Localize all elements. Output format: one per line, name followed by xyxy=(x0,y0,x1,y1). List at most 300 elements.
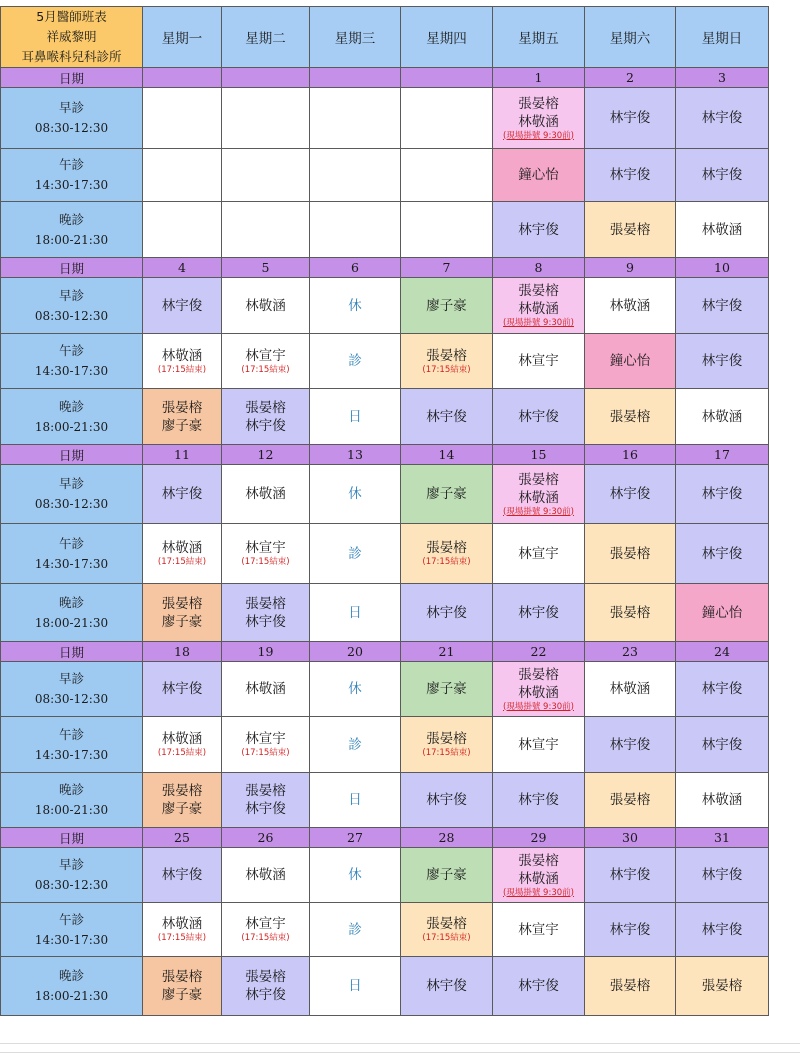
grid-line xyxy=(0,1052,800,1053)
shift-time: 18:00-21:30 xyxy=(34,615,109,630)
shift-row xyxy=(1,957,769,1016)
doctor-name: 林宇俊 xyxy=(701,167,743,183)
shift-label[interactable] xyxy=(1,278,143,334)
closed-label: 休 xyxy=(348,681,362,697)
schedule-note: (現場掛號 9:30前) xyxy=(503,506,574,517)
schedule-cell[interactable] xyxy=(401,848,493,903)
doctor-name: 林宣宇 xyxy=(518,921,559,938)
schedule-cell[interactable] xyxy=(493,389,585,445)
schedule-cell[interactable] xyxy=(401,717,493,773)
doctor-name: 林宇俊 xyxy=(426,978,467,994)
schedule-cell[interactable] xyxy=(493,88,585,149)
date-cell[interactable]: 16 xyxy=(585,445,676,465)
schedule-cell[interactable] xyxy=(676,88,769,149)
schedule-cell[interactable] xyxy=(143,584,222,642)
schedule-cell[interactable] xyxy=(310,717,401,773)
shift-row xyxy=(1,848,769,903)
schedule-cell[interactable] xyxy=(310,465,401,524)
closed-label: 診 xyxy=(348,353,362,369)
doctor-name: 廖子豪 xyxy=(426,867,467,883)
schedule-cell[interactable] xyxy=(222,524,310,584)
schedule-cell[interactable] xyxy=(676,334,769,389)
date-cell[interactable]: 12 xyxy=(222,445,310,465)
weekday-header[interactable]: 星期一 xyxy=(143,7,222,68)
schedule-cell[interactable] xyxy=(585,278,676,334)
weekday-header[interactable]: 星期四 xyxy=(401,7,493,68)
doctor-name: 林敬涵 xyxy=(161,540,203,556)
shift-row xyxy=(1,389,769,445)
date-cell[interactable]: 27 xyxy=(310,828,401,848)
title-line: 祥威黎明 xyxy=(46,29,97,44)
schedule-cell[interactable] xyxy=(310,149,401,202)
date-cell[interactable]: 9 xyxy=(585,258,676,278)
date-cell[interactable]: 4 xyxy=(143,258,222,278)
closed-label: 診 xyxy=(348,921,362,938)
closed-label: 休 xyxy=(348,867,362,883)
schedule-cell[interactable] xyxy=(401,389,493,445)
doctor-name: 鐘心怡 xyxy=(701,604,743,621)
date-row xyxy=(1,258,769,278)
doctor-name: 張晏榕 xyxy=(518,95,559,112)
shift-row xyxy=(1,584,769,642)
schedule-cell[interactable] xyxy=(676,848,769,903)
doctor-name: 廖子豪 xyxy=(426,486,467,502)
doctor-name: 林宇俊 xyxy=(518,978,559,994)
shift-label[interactable] xyxy=(1,662,143,717)
doctor-name: 張晏榕 xyxy=(161,595,203,612)
schedule-cell[interactable] xyxy=(585,584,676,642)
date-cell[interactable] xyxy=(222,68,310,88)
schedule-cell[interactable] xyxy=(493,903,585,957)
doctor-name: 林宇俊 xyxy=(426,408,467,425)
schedule-cell[interactable] xyxy=(222,957,310,1016)
schedule-cell[interactable] xyxy=(143,389,222,445)
date-cell[interactable] xyxy=(143,68,222,88)
schedule-cell[interactable] xyxy=(401,903,493,957)
schedule-note: (17:15結束) xyxy=(157,748,207,758)
doctor-name: 林宇俊 xyxy=(245,801,286,817)
schedule-cell[interactable] xyxy=(585,88,676,149)
shift-name: 晚診 xyxy=(58,211,84,227)
doctor-name: 林宇俊 xyxy=(245,417,286,434)
schedule-note: (現場掛號 9:30前) xyxy=(503,701,574,712)
date-cell[interactable]: 11 xyxy=(143,445,222,465)
schedule-cell[interactable] xyxy=(585,848,676,903)
date-cell[interactable]: 5 xyxy=(222,258,310,278)
date-cell[interactable]: 30 xyxy=(585,828,676,848)
shift-time: 14:30-17:30 xyxy=(34,932,109,947)
doctor-name: 林宣宇 xyxy=(245,731,286,747)
schedule-cell[interactable] xyxy=(401,149,493,202)
doctor-name: 鐘心怡 xyxy=(518,167,559,183)
schedule-cell[interactable] xyxy=(401,773,493,828)
date-cell[interactable]: 3 xyxy=(676,68,769,88)
doctor-name: 林宇俊 xyxy=(161,681,203,697)
date-cell[interactable]: 29 xyxy=(493,828,585,848)
schedule-cell[interactable] xyxy=(143,957,222,1016)
schedule-cell[interactable] xyxy=(143,903,222,957)
date-cell[interactable]: 17 xyxy=(676,445,769,465)
schedule-cell[interactable] xyxy=(310,202,401,258)
schedule-note: (現場掛號 9:30前) xyxy=(503,887,574,898)
shift-row xyxy=(1,278,769,334)
closed-label: 日 xyxy=(348,604,362,621)
date-cell[interactable]: 2 xyxy=(585,68,676,88)
doctor-name: 張晏榕 xyxy=(518,283,559,299)
schedule-cell[interactable] xyxy=(310,524,401,584)
schedule-cell[interactable] xyxy=(143,524,222,584)
doctor-name: 廖子豪 xyxy=(161,613,203,630)
schedule-title[interactable] xyxy=(1,7,143,68)
date-label[interactable]: 日期 xyxy=(1,258,143,278)
weekday-header[interactable]: 星期五 xyxy=(493,7,585,68)
weekday-header[interactable]: 星期日 xyxy=(676,7,769,68)
shift-label[interactable] xyxy=(1,389,143,445)
date-row xyxy=(1,828,769,848)
schedule-cell[interactable] xyxy=(585,717,676,773)
doctor-name: 林敬涵 xyxy=(161,731,203,747)
doctor-name: 林宇俊 xyxy=(701,297,743,314)
date-cell[interactable]: 10 xyxy=(676,258,769,278)
doctor-name: 林宇俊 xyxy=(245,613,286,630)
shift-time: 14:30-17:30 xyxy=(34,178,109,192)
schedule-cell[interactable] xyxy=(585,662,676,717)
schedule-note: (17:15結束) xyxy=(422,748,471,758)
doctor-name: 林宇俊 xyxy=(518,604,559,621)
shift-row xyxy=(1,773,769,828)
shift-label[interactable] xyxy=(1,202,143,258)
schedule-cell[interactable] xyxy=(401,202,493,258)
schedule-cell[interactable] xyxy=(143,848,222,903)
doctor-name: 林敬涵 xyxy=(245,297,286,314)
shift-name: 晚診 xyxy=(58,398,84,414)
schedule-cell[interactable] xyxy=(493,202,585,258)
schedule-cell[interactable] xyxy=(222,389,310,445)
schedule-cell[interactable] xyxy=(222,662,310,717)
doctor-name: 張晏榕 xyxy=(161,969,203,985)
schedule-cell[interactable] xyxy=(222,717,310,773)
date-cell[interactable]: 13 xyxy=(310,445,401,465)
date-row xyxy=(1,642,769,662)
doctor-name: 張晏榕 xyxy=(426,540,467,556)
schedule-cell[interactable] xyxy=(585,957,676,1016)
shift-name: 午診 xyxy=(58,726,84,742)
doctor-name: 張晏榕 xyxy=(161,783,203,799)
schedule-cell[interactable] xyxy=(493,717,585,773)
schedule-cell[interactable] xyxy=(222,848,310,903)
schedule-cell[interactable] xyxy=(310,334,401,389)
schedule-cell[interactable] xyxy=(676,773,769,828)
doctor-name: 林敬涵 xyxy=(245,867,286,883)
doctor-name: 林宇俊 xyxy=(701,110,743,126)
shift-label[interactable] xyxy=(1,957,143,1016)
weekday-header[interactable]: 星期二 xyxy=(222,7,310,68)
shift-name: 午診 xyxy=(58,157,84,172)
schedule-cell[interactable] xyxy=(143,662,222,717)
date-label[interactable]: 日期 xyxy=(1,68,143,88)
date-cell[interactable]: 8 xyxy=(493,258,585,278)
schedule-note: (17:15結束) xyxy=(241,748,290,758)
schedule-cell[interactable] xyxy=(143,334,222,389)
doctor-name: 張晏榕 xyxy=(426,916,467,932)
date-cell[interactable]: 26 xyxy=(222,828,310,848)
doctor-name: 張晏榕 xyxy=(518,471,559,488)
schedule-cell[interactable] xyxy=(310,584,401,642)
date-cell[interactable] xyxy=(401,68,493,88)
schedule-cell[interactable] xyxy=(585,202,676,258)
doctor-name: 林宇俊 xyxy=(161,486,203,502)
schedule-cell[interactable] xyxy=(401,584,493,642)
schedule-cell[interactable] xyxy=(401,465,493,524)
schedule-cell[interactable] xyxy=(493,662,585,717)
schedule-cell[interactable] xyxy=(585,773,676,828)
schedule-cell[interactable] xyxy=(401,278,493,334)
schedule-cell[interactable] xyxy=(585,465,676,524)
shift-time: 08:30-12:30 xyxy=(34,692,109,706)
shift-name: 午診 xyxy=(58,535,84,551)
schedule-cell[interactable] xyxy=(493,773,585,828)
doctor-name: 林宣宇 xyxy=(245,540,286,556)
schedule-cell[interactable] xyxy=(585,389,676,445)
schedule-cell[interactable] xyxy=(493,957,585,1016)
date-cell[interactable]: 7 xyxy=(401,258,493,278)
doctor-name: 林宇俊 xyxy=(161,297,203,314)
doctor-name: 廖子豪 xyxy=(161,987,203,1003)
title-line: 5月醫師班表 xyxy=(36,9,107,24)
schedule-cell[interactable] xyxy=(222,278,310,334)
shift-time: 18:00-21:30 xyxy=(34,232,109,247)
schedule-cell[interactable] xyxy=(310,278,401,334)
schedule-cell[interactable] xyxy=(585,903,676,957)
title-line: 耳鼻喉科兒科診所 xyxy=(21,49,122,64)
shift-name: 早診 xyxy=(58,857,84,872)
doctor-name: 林宇俊 xyxy=(701,681,743,697)
date-cell[interactable]: 19 xyxy=(222,642,310,662)
doctor-name: 林敬涵 xyxy=(609,681,651,697)
schedule-note: (17:15結束) xyxy=(422,557,471,567)
date-label[interactable]: 日期 xyxy=(1,445,143,465)
shift-name: 早診 xyxy=(58,287,84,303)
doctor-name: 林宣宇 xyxy=(518,736,559,753)
shift-label[interactable] xyxy=(1,149,143,202)
date-cell[interactable]: 6 xyxy=(310,258,401,278)
date-cell[interactable]: 22 xyxy=(493,642,585,662)
schedule-cell[interactable] xyxy=(401,88,493,149)
schedule-body xyxy=(1,7,769,1016)
schedule-cell[interactable] xyxy=(676,278,769,334)
schedule-cell[interactable] xyxy=(222,202,310,258)
shift-label[interactable] xyxy=(1,524,143,584)
closed-label: 診 xyxy=(348,736,362,753)
header-row xyxy=(1,7,769,68)
schedule-cell[interactable] xyxy=(310,903,401,957)
schedule-cell[interactable] xyxy=(222,584,310,642)
date-cell[interactable]: 14 xyxy=(401,445,493,465)
schedule-cell[interactable] xyxy=(493,278,585,334)
schedule-cell[interactable] xyxy=(401,334,493,389)
schedule-cell[interactable] xyxy=(493,524,585,584)
date-cell[interactable]: 1 xyxy=(493,68,585,88)
shift-label[interactable] xyxy=(1,848,143,903)
schedule-cell[interactable] xyxy=(222,465,310,524)
doctor-name: 鐘心怡 xyxy=(609,353,651,369)
doctor-name: 林宇俊 xyxy=(426,604,467,621)
schedule-cell[interactable] xyxy=(222,334,310,389)
schedule-cell[interactable] xyxy=(401,524,493,584)
shift-label[interactable] xyxy=(1,717,143,773)
doctor-name: 林敬涵 xyxy=(518,870,559,887)
date-label[interactable]: 日期 xyxy=(1,642,143,662)
shift-label[interactable] xyxy=(1,334,143,389)
date-cell[interactable] xyxy=(310,68,401,88)
date-cell[interactable]: 18 xyxy=(143,642,222,662)
schedule-cell[interactable] xyxy=(493,334,585,389)
date-cell[interactable]: 24 xyxy=(676,642,769,662)
shift-time: 18:00-21:30 xyxy=(34,803,109,817)
shift-time: 14:30-17:30 xyxy=(34,747,109,762)
schedule-cell[interactable] xyxy=(310,389,401,445)
shift-row xyxy=(1,662,769,717)
doctor-name: 張晏榕 xyxy=(245,783,286,799)
doctor-name: 林敬涵 xyxy=(161,916,203,932)
shift-row xyxy=(1,903,769,957)
schedule-cell[interactable] xyxy=(676,957,769,1016)
shift-name: 早診 xyxy=(58,476,84,491)
schedule-cell[interactable] xyxy=(310,848,401,903)
schedule-cell[interactable] xyxy=(676,717,769,773)
schedule-cell[interactable] xyxy=(676,389,769,445)
doctor-name: 張晏榕 xyxy=(609,978,651,994)
shift-time: 08:30-12:30 xyxy=(34,497,109,511)
schedule-cell[interactable] xyxy=(493,848,585,903)
shift-name: 早診 xyxy=(58,100,84,115)
schedule-cell[interactable] xyxy=(143,773,222,828)
doctor-name: 林敬涵 xyxy=(701,408,743,425)
schedule-cell[interactable] xyxy=(143,149,222,202)
date-cell[interactable]: 31 xyxy=(676,828,769,848)
schedule-cell[interactable] xyxy=(493,149,585,202)
schedule-note: (現場掛號 9:30前) xyxy=(503,130,574,141)
shift-time: 08:30-12:30 xyxy=(34,121,109,135)
doctor-name: 張晏榕 xyxy=(609,604,651,621)
doctor-name: 林宇俊 xyxy=(518,221,559,238)
shift-label[interactable] xyxy=(1,773,143,828)
schedule-cell[interactable] xyxy=(585,149,676,202)
doctor-name: 林宇俊 xyxy=(701,545,743,562)
doctor-name: 張晏榕 xyxy=(609,792,651,808)
schedule-table xyxy=(0,6,769,1016)
doctor-name: 林宣宇 xyxy=(518,545,559,562)
date-cell[interactable]: 23 xyxy=(585,642,676,662)
closed-label: 日 xyxy=(348,408,362,425)
schedule-cell[interactable] xyxy=(401,957,493,1016)
shift-label[interactable] xyxy=(1,88,143,149)
doctor-name: 張晏榕 xyxy=(245,969,286,985)
schedule-cell[interactable] xyxy=(585,334,676,389)
doctor-name: 張晏榕 xyxy=(518,666,559,683)
doctor-name: 廖子豪 xyxy=(161,801,203,817)
shift-name: 晚診 xyxy=(58,968,84,983)
shift-name: 晚診 xyxy=(58,782,84,797)
date-cell[interactable]: 15 xyxy=(493,445,585,465)
doctor-name: 林敬涵 xyxy=(518,684,559,701)
closed-label: 休 xyxy=(348,486,362,502)
doctor-name: 林宇俊 xyxy=(609,486,651,502)
schedule-note: (現場掛號 9:30前) xyxy=(503,318,574,328)
doctor-name: 林宇俊 xyxy=(701,921,743,938)
doctor-name: 林敬涵 xyxy=(245,486,286,502)
schedule-cell[interactable] xyxy=(222,903,310,957)
shift-row xyxy=(1,465,769,524)
schedule-cell[interactable] xyxy=(222,149,310,202)
shift-label[interactable] xyxy=(1,903,143,957)
date-label[interactable]: 日期 xyxy=(1,828,143,848)
doctor-name: 廖子豪 xyxy=(161,417,203,434)
doctor-name: 林宇俊 xyxy=(609,736,651,753)
date-cell[interactable]: 20 xyxy=(310,642,401,662)
doctor-name: 林宇俊 xyxy=(701,867,743,883)
doctor-name: 張晏榕 xyxy=(245,595,286,612)
schedule-cell[interactable] xyxy=(493,584,585,642)
doctor-name: 林宇俊 xyxy=(609,167,651,183)
schedule-cell[interactable] xyxy=(585,524,676,584)
weekday-header[interactable]: 星期三 xyxy=(310,7,401,68)
schedule-cell[interactable] xyxy=(143,202,222,258)
schedule-cell[interactable] xyxy=(676,149,769,202)
doctor-name: 林宇俊 xyxy=(701,486,743,502)
schedule-cell[interactable] xyxy=(143,465,222,524)
weekday-header[interactable]: 星期六 xyxy=(585,7,676,68)
doctor-name: 廖子豪 xyxy=(426,297,467,314)
shift-row xyxy=(1,334,769,389)
schedule-cell[interactable] xyxy=(310,773,401,828)
shift-label[interactable] xyxy=(1,584,143,642)
doctor-name: 林宣宇 xyxy=(518,353,559,369)
date-cell[interactable]: 28 xyxy=(401,828,493,848)
date-cell[interactable]: 21 xyxy=(401,642,493,662)
schedule-cell[interactable] xyxy=(676,584,769,642)
schedule-cell[interactable] xyxy=(143,717,222,773)
closed-label: 日 xyxy=(348,792,362,808)
schedule-cell[interactable] xyxy=(676,465,769,524)
schedule-note: (17:15結束) xyxy=(241,364,290,375)
doctor-name: 張晏榕 xyxy=(518,852,559,869)
schedule-cell[interactable] xyxy=(310,662,401,717)
doctor-name: 張晏榕 xyxy=(161,399,203,416)
schedule-cell[interactable] xyxy=(310,88,401,149)
doctor-name: 林宣宇 xyxy=(245,347,286,364)
doctor-name: 林敬涵 xyxy=(609,297,651,314)
schedule-cell[interactable] xyxy=(676,662,769,717)
schedule-cell[interactable] xyxy=(676,202,769,258)
schedule-cell[interactable] xyxy=(401,662,493,717)
schedule-cell[interactable] xyxy=(222,773,310,828)
shift-label[interactable] xyxy=(1,465,143,524)
doctor-name: 張晏榕 xyxy=(609,545,651,562)
schedule-cell[interactable] xyxy=(493,465,585,524)
schedule-cell[interactable] xyxy=(143,278,222,334)
doctor-name: 張晏榕 xyxy=(701,978,743,994)
shift-row xyxy=(1,88,769,149)
date-row xyxy=(1,445,769,465)
schedule-cell[interactable] xyxy=(310,957,401,1016)
schedule-cell[interactable] xyxy=(676,903,769,957)
doctor-name: 張晏榕 xyxy=(426,347,467,364)
schedule-cell[interactable] xyxy=(676,524,769,584)
schedule-cell[interactable] xyxy=(222,88,310,149)
schedule-cell[interactable] xyxy=(143,88,222,149)
date-cell[interactable]: 25 xyxy=(143,828,222,848)
